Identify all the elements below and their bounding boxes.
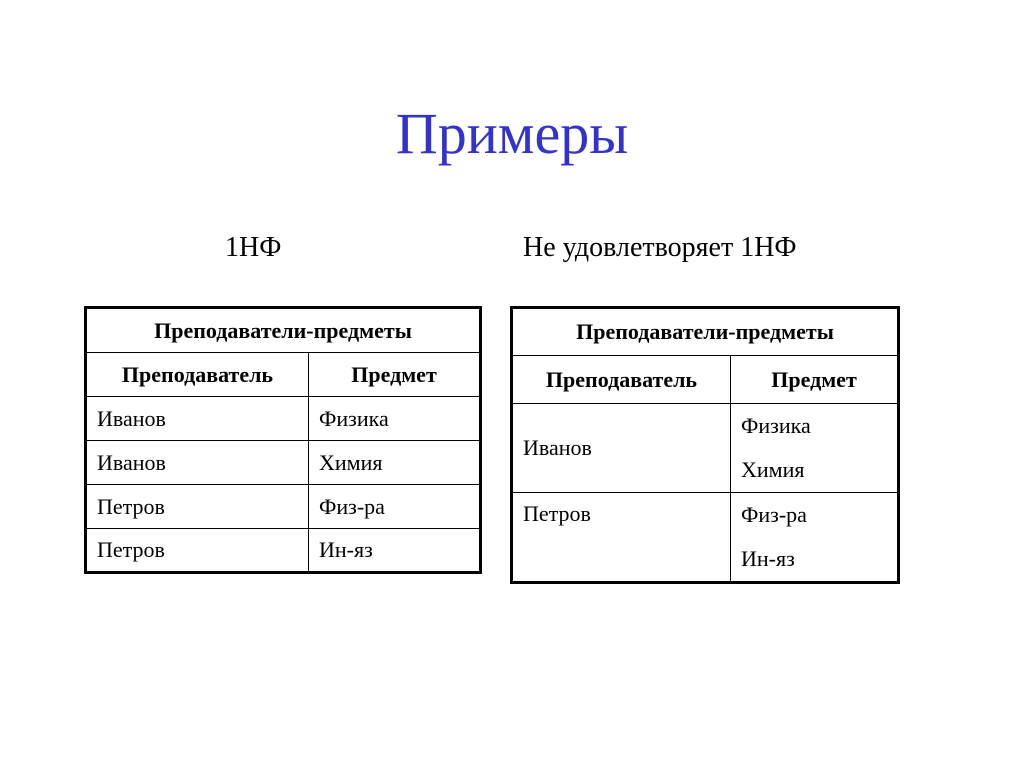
subject-item: Химия — [741, 457, 805, 482]
cell-subject: Физика — [309, 397, 481, 441]
slide-title: Примеры — [395, 101, 629, 166]
cell-subjects — [731, 493, 899, 583]
subject-item: Физика — [741, 413, 811, 438]
table-not-1nf — [510, 306, 900, 584]
cell-teacher: Петров — [86, 485, 309, 529]
subject-item: Ин-яз — [741, 546, 795, 571]
caption-not-1nf: Не удовлетворяет 1НФ — [523, 232, 797, 263]
cell-subjects — [731, 404, 899, 493]
table-caption: Преподаватели-предметы — [86, 308, 481, 353]
cell-teacher: Иванов — [512, 404, 731, 493]
cell-subject: Физ-ра — [309, 485, 481, 529]
table-caption: Преподаватели-предметы — [512, 308, 899, 356]
table-row — [512, 404, 899, 493]
subject-item: Физ-ра — [741, 502, 807, 527]
table-row — [86, 441, 481, 485]
caption-1nf: 1НФ — [225, 232, 282, 263]
cell-teacher: Иванов — [86, 441, 309, 485]
cell-subject: Ин-яз — [309, 529, 481, 573]
cell-teacher: Иванов — [86, 397, 309, 441]
column-header-teacher: Преподаватель — [512, 356, 731, 404]
table-header-row — [86, 353, 481, 397]
cell-teacher: Петров — [512, 493, 731, 583]
column-header-teacher: Преподаватель — [86, 353, 309, 397]
table-header-row — [512, 356, 899, 404]
table-caption-row — [86, 308, 481, 353]
column-header-subject: Предмет — [309, 353, 481, 397]
table-row — [86, 485, 481, 529]
table-caption-row — [512, 308, 899, 356]
cell-subject: Химия — [309, 441, 481, 485]
table-row — [512, 493, 899, 583]
cell-teacher: Петров — [86, 529, 309, 573]
column-header-subject: Предмет — [731, 356, 899, 404]
table-row — [86, 397, 481, 441]
table-1nf — [84, 306, 482, 574]
table-row — [86, 529, 481, 573]
